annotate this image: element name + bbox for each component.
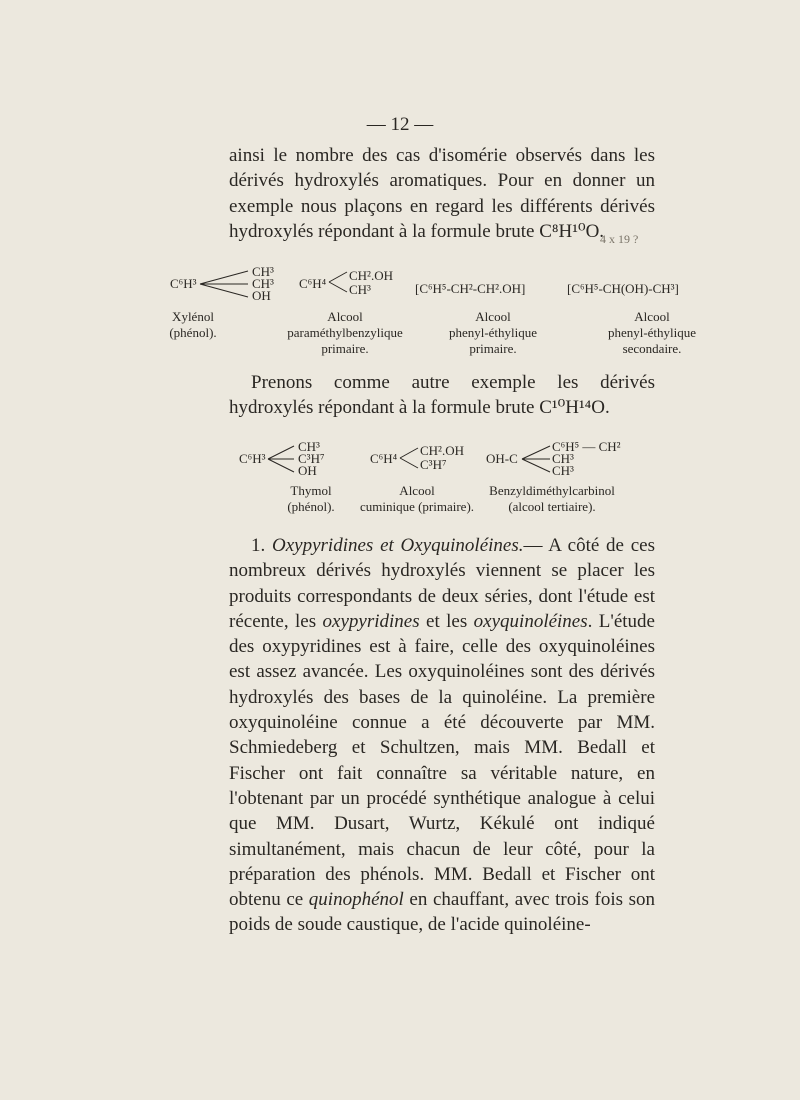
formula-tertiary-core: OH-C — [486, 451, 518, 466]
caption-xylenol: Xylénol (phénol). — [169, 309, 217, 340]
caption-phenylethyl-secondary: Alcool phenyl-éthylique secondaire. — [607, 309, 697, 356]
formula-thymol-sub-1: CH³ — [298, 439, 320, 454]
section-body: A côté de ces nombreux dérivés hydroxylés viennent se placer les produits correspondants de deux séries, dont l'étude est récente, les — [229, 535, 655, 632]
formula-bond-lines — [398, 446, 420, 470]
caption-cuminique: Alcool cuminique (primaire). — [359, 483, 475, 514]
term-quinophenol: quinophénol — [308, 889, 404, 911]
caption-tertiary: Benzyldiméthylcarbinol (alcool tertiaire). — [489, 483, 615, 514]
formula-xylenol-sub-1: CH³ — [252, 264, 274, 279]
formula-bond-lines — [198, 268, 250, 302]
formula-thymol-sub-2: C³H⁷ — [298, 451, 325, 466]
term-oxyquinoleines: oxyquinoléines — [473, 610, 588, 632]
caption-phenylethyl-primary: Alcool phenyl-éthylique primaire. — [448, 309, 538, 356]
formula-cuminique-core: C⁶H⁴ — [370, 451, 398, 466]
formula-phenylethyl-secondary: [C⁶H⁵-CH(OH)-CH³] — [567, 281, 679, 296]
caption-benzylique: Alcool paraméthylbenzylique primaire. — [287, 309, 403, 356]
formula-bond-lines — [520, 443, 552, 477]
formula-bond-lines — [327, 270, 349, 294]
formula-thymol-core: C⁶H³ — [239, 451, 266, 466]
formula-cuminique-sub-2: C³H⁷ — [420, 457, 447, 472]
pencil-annotation: 4 x 19 ? — [600, 232, 639, 246]
formula-tertiary-sub-3: CH³ — [552, 463, 574, 478]
formula-tertiary-sub-2: CH³ — [552, 451, 574, 466]
formula-thymol-sub-3: OH — [298, 463, 317, 478]
paragraph-second-example: Prenons comme autre exemple les dérivés hydroxylés répondant à la formule brute C¹⁰H¹⁴O. — [229, 372, 655, 419]
formula-xylenol-core: C⁶H³ — [170, 276, 197, 291]
formula-tertiary-sub-1: C⁶H⁵ — CH² — [552, 439, 621, 454]
caption-thymol: Thymol (phénol). — [287, 483, 335, 514]
formula-xylenol-sub-3: OH — [252, 288, 271, 303]
formula-xylenol-sub-2: CH³ — [252, 276, 274, 291]
formula-bond-lines — [266, 443, 296, 477]
page-number: — 12 — — [366, 114, 434, 135]
term-oxypyridines: oxypyridines — [322, 610, 420, 632]
section-title: Oxypyridines et Oxyquinoléines. — [272, 535, 524, 556]
formula-benzylique-core: C⁶H⁴ — [299, 276, 327, 291]
section-dash: — — [523, 535, 549, 556]
formula-benzylique-sub-1: CH².OH — [349, 268, 393, 283]
section-number: 1. — [251, 535, 266, 556]
section-oxypyridines: 1. Oxypyridines et Oxyquinoléines.— A côté de ces nombreux dérivés hydroxylés viennent se placer les produits correspondants de deux séries, dont l'étude est récente, les oxypyridines et les oxyquinoléines. L'étude des oxypyridines est à faire, celle des oxyquinoléines est assez avancée. Les oxyquinoléines sont des dérivés hydroxylés des bases de la quinoléine. La première oxyquinoléine connue a été découverte par MM. Schmiedeberg et Schultzen, mais MM. Bedall et Fischer ont fait connaître sa véritable nature, en l'obtenant par un procédé synthétique analogue à celui que MM. Dusart, Wurtz, Kékulé ont indiqué simultanément, mais chacun de leur côté, pour la préparation des phénols. MM. Bedall et Fischer ont obtenu ce quinophénol en chauffant, avec trois fois son poids de soude caustique, de l'acide quinoléine- — [229, 535, 655, 936]
formula-phenylethyl-primary: [C⁶H⁵-CH²-CH².OH] — [415, 281, 526, 296]
formula-cuminique-sub-1: CH².OH — [420, 443, 464, 458]
paragraph-intro: ainsi le nombre des cas d'isomérie observés dans les dérivés hydroxylés aromatiques. Pour en donner un exemple nous plaçons en regard les différents dérivés hydroxylés répondant à la formule brute C⁸H¹⁰O. — [229, 145, 655, 242]
formula-benzylique-sub-2: CH³ — [349, 282, 371, 297]
